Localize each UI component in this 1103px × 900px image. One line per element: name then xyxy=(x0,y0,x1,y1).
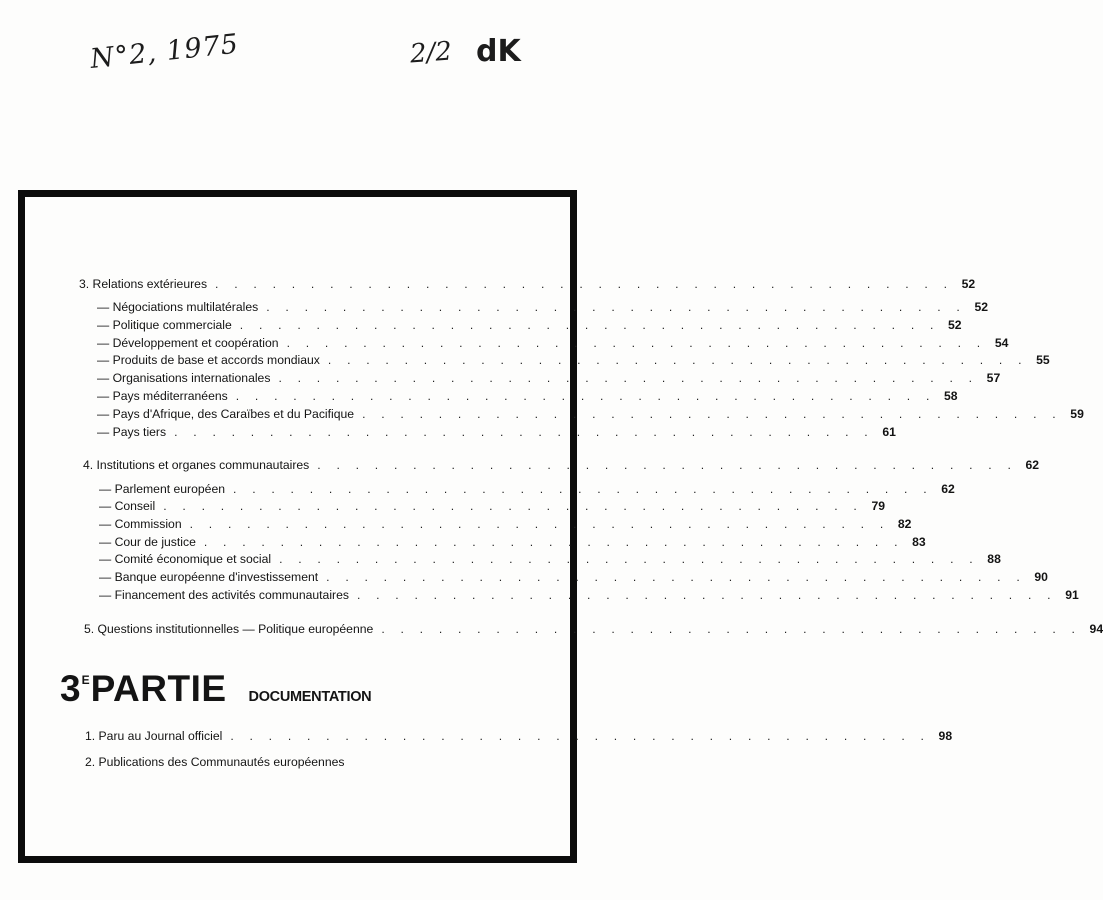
toc-label: — Comité économique et social xyxy=(99,552,272,566)
toc-page: 57 xyxy=(986,371,1001,385)
toc-item xyxy=(97,353,1050,367)
part-number: 3 xyxy=(60,668,81,709)
toc-page: 52 xyxy=(961,277,976,291)
toc-page: 58 xyxy=(943,389,958,403)
toc-leader: . . . . . . . . . . . . . . . . . . . . . . . . . . . . . . . . . . . . . xyxy=(278,371,979,385)
toc-item xyxy=(97,389,958,403)
toc-documentation-item xyxy=(85,729,953,743)
toc-page: 54 xyxy=(994,336,1009,350)
toc-documentation-item xyxy=(85,755,344,769)
toc-section-4 xyxy=(83,458,1040,472)
part-heading xyxy=(60,670,371,707)
toc-label: 1. Paru au Journal officiel xyxy=(85,729,223,743)
toc-leader: . . . . . . . . . . . . . . . . . . . . . . . . . . . . . . . . . . . . . . . xyxy=(215,277,954,291)
handwritten-initials: dK xyxy=(476,34,521,69)
toc-leader: . . . . . . . . . . . . . . . . . . . . . . . . . . . . . . . . . . . . . xyxy=(327,353,1028,367)
toc-label: 4. Institutions et organes communautaires xyxy=(83,458,310,472)
toc-leader: . . . . . . . . . . . . . . . . . . . . . . . . . . . . . . . . . . . . . xyxy=(362,407,1062,421)
toc-item xyxy=(97,300,989,314)
toc-page: 90 xyxy=(1034,570,1048,584)
toc-leader: . . . . . . . . . . . . . . . . . . . . . . . . . . . . . . . . . . . . . xyxy=(163,499,864,513)
toc-item xyxy=(97,336,1009,350)
toc-item xyxy=(97,407,1084,421)
toc-label: 3. Relations extérieures xyxy=(79,277,208,291)
toc-leader: . . . . . . . . . . . . . . . . . . . . . . . . . . . . . . . . . . . . . xyxy=(266,300,967,314)
handwritten-issue-number: N°2, 1975 xyxy=(88,28,241,75)
toc-page: 79 xyxy=(871,499,886,513)
toc-label: — Commission xyxy=(99,517,182,531)
toc-label: — Cour de justice xyxy=(99,535,196,549)
toc-leader: . . . . . . . . . . . . . . . . . . . . . . . . . . . . . . . . . . . . . xyxy=(326,570,1026,584)
toc-item xyxy=(99,588,1079,602)
toc-page: 52 xyxy=(974,300,989,314)
toc-leader: . . . . . . . . . . . . . . . . . . . . . . . . . . . . . . . . . . . . . xyxy=(286,336,987,350)
toc-label: — Banque européenne d'investissement xyxy=(99,570,319,584)
toc-page: 61 xyxy=(882,425,896,439)
toc-page: 82 xyxy=(897,517,912,531)
toc-label: — Négociations multilatérales xyxy=(97,300,259,314)
toc-label: 2. Publications des Communautés européennes xyxy=(85,755,345,769)
toc-leader: . . . . . . . . . . . . . . . . . . . . . . . . . . . . . . . . . . . . . xyxy=(317,458,1018,472)
toc-label: — Conseil xyxy=(99,499,156,513)
part-word: PARTIE xyxy=(90,668,227,709)
toc-item xyxy=(99,499,886,513)
toc-label: — Organisations internationales xyxy=(97,371,271,385)
toc-page: 55 xyxy=(1036,353,1050,367)
toc-leader: . . . . . . . . . . . . . . . . . . . . . . . . . . . . . . . . . . . . . xyxy=(174,425,874,439)
toc-page: 91 xyxy=(1065,588,1079,602)
toc-page: 62 xyxy=(1025,458,1040,472)
toc-page: 98 xyxy=(938,729,953,743)
toc-label: — Financement des activités communautaires xyxy=(99,588,349,602)
toc-section-3 xyxy=(79,277,976,291)
toc-label: — Pays méditerranéens xyxy=(97,389,228,403)
toc-page: 88 xyxy=(987,552,1001,566)
toc-page: 62 xyxy=(941,482,955,496)
toc-item xyxy=(97,318,962,332)
toc-label: — Pays d'Afrique, des Caraïbes et du Pacifique xyxy=(97,407,355,421)
toc-leader: . . . . . . . . . . . . . . . . . . . . . . . . . . . . . . . . . . . . . xyxy=(239,318,940,332)
toc-leader: . . . . . . . . . . . . . . . . . . . . . . . . . . . . . . . . . . . . . xyxy=(233,482,933,496)
part-title: DOCUMENTATION xyxy=(248,689,372,705)
toc-leader: . . . . . . . . . . . . . . . . . . . . . . . . . . . . . . . . . . . . . xyxy=(230,729,931,743)
toc-label: — Parlement européen xyxy=(99,482,226,496)
toc-page: 83 xyxy=(912,535,926,549)
toc-label: — Politique commerciale xyxy=(97,318,232,332)
toc-label: 5. Questions institutionnelles — Politique européenne xyxy=(84,622,374,636)
toc-item xyxy=(97,371,1001,385)
toc-leader: . . . . . . . . . . . . . . . . . . . . . . . . . . . . . . . . . . . . . xyxy=(381,622,1082,636)
toc-page: 94 xyxy=(1089,622,1103,636)
toc-item xyxy=(99,482,955,496)
toc-page: 52 xyxy=(948,318,962,332)
toc-item xyxy=(99,552,1001,566)
toc-item xyxy=(99,517,912,531)
toc-item xyxy=(99,535,926,549)
handwritten-page-count: 2/2 xyxy=(409,36,453,70)
toc-page: 59 xyxy=(1070,407,1084,421)
toc-item xyxy=(99,570,1048,584)
toc-leader: . . . . . . . . . . . . . . . . . . . . . . . . . . . . . . . . . . . . . xyxy=(235,389,936,403)
toc-label: — Produits de base et accords mondiaux xyxy=(97,353,320,367)
toc-label: — Pays tiers xyxy=(97,425,167,439)
toc-leader: . . . . . . . . . . . . . . . . . . . . . . . . . . . . . . . . . . . . . xyxy=(356,588,1057,602)
toc-leader: . . . . . . . . . . . . . . . . . . . . . . . . . . . . . . . . . . . . . xyxy=(203,535,904,549)
toc-item xyxy=(97,425,896,439)
toc-section-5 xyxy=(84,622,1103,636)
toc-label: — Développement et coopération xyxy=(97,336,279,350)
toc-leader: . . . . . . . . . . . . . . . . . . . . . . . . . . . . . . . . . . . . . xyxy=(189,517,890,531)
toc-leader: . . . . . . . . . . . . . . . . . . . . . . . . . . . . . . . . . . . . . xyxy=(279,552,979,566)
part-number-superscript: E xyxy=(81,673,90,687)
